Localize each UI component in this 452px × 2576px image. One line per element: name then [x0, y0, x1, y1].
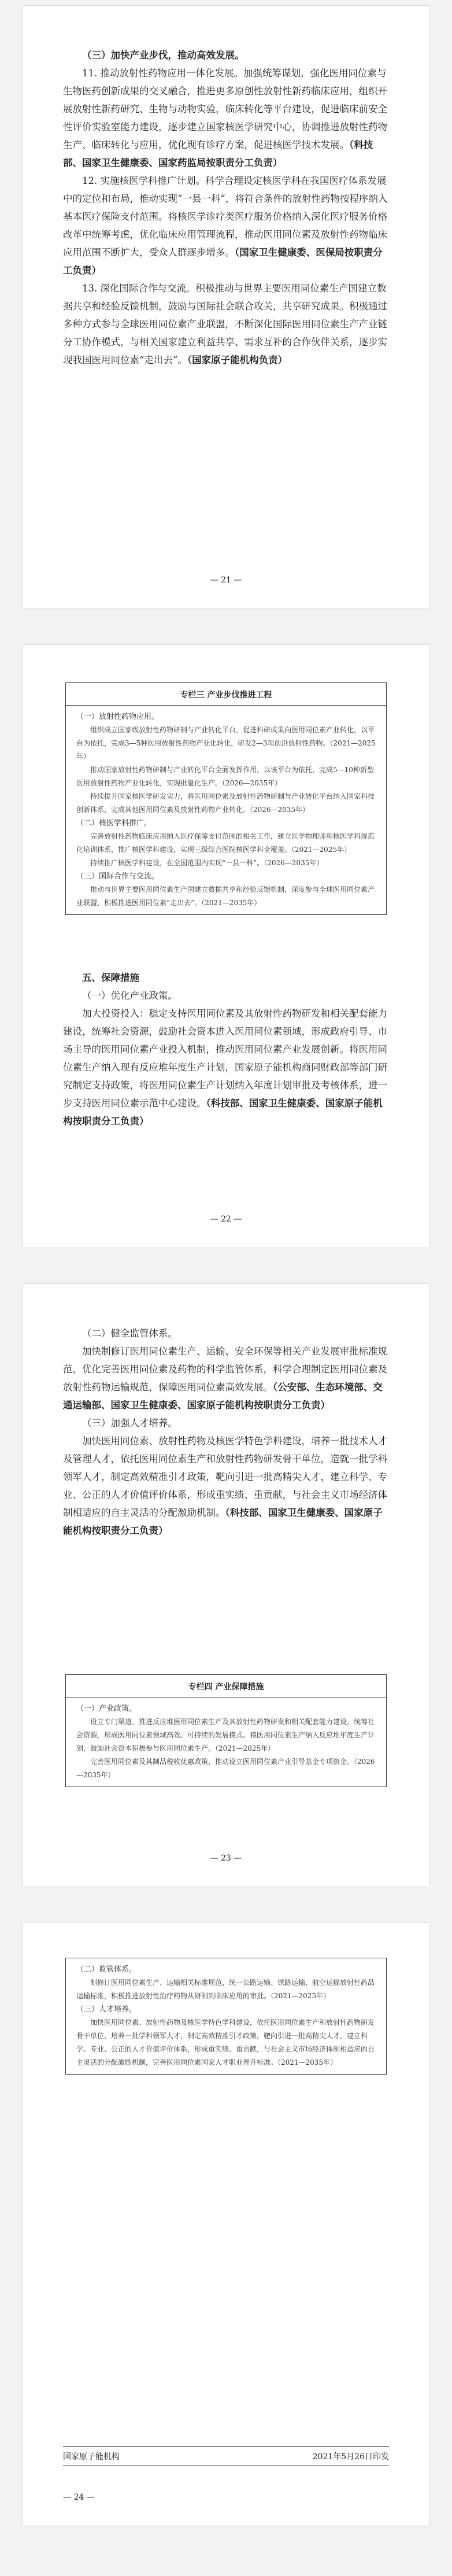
box-text: 推动国家放射性药物研制与产业转化平台全面发挥作用，以该平台为依托，完成5—10种新型医用放射性药物产业化转化，实现批量化生产。（2026—2035年） [76, 766, 374, 787]
box-text: 完善放射性药物临床应用纳入医疗保障支付范围的相关工作，建立医学物理师和核医学科规范化培训体系，推广核医学科建设，实现三级综合医院核医学科全覆盖。（2021—2025年） [76, 832, 375, 854]
box-subtitle: （三）国际合作与交流。 [76, 872, 160, 881]
page-number: — 21 — [210, 575, 242, 585]
box-title: 专栏四 产业保障措施 [188, 1682, 264, 1692]
paragraph-text: 13. 深化国际合作与交流。积极推动与世界主要医用同位素生产国建立数据共享和经验反馈机制，鼓励与国际社会联合攻关，共享研究成果。积极通过多种方式参与全球医用同位素产业联盟，不断深化国际医用同位素生产产业链分工协作模式，与相关国家建立利益共享、需求互补的合作伙伴关系，逐步实现我国医用同位素“走出去”。 [63, 283, 387, 366]
imprint [63, 2450, 389, 2462]
page-23 [23, 1284, 429, 1887]
responsible-units: （科技部、国家卫生健康委、国家原子能机构按职责分工负责） [63, 1098, 383, 1127]
box-subtitle: （二）核医学科推广。 [76, 819, 152, 828]
box-text: 制修订医用同位素生产、运输相关标准规范，统一公路运输、铁路运输、航空运输放射性药品运输标准，积极推进放射性治疗药物从研制到临床应用的审批。（2021—2025年） [76, 1979, 375, 2000]
box-subtitle: （一）放射性药物应用。 [76, 713, 160, 721]
imprint-rule-top [63, 2446, 389, 2447]
page-number: — 24 — [63, 2493, 95, 2502]
column-box-4 [65, 1674, 387, 1787]
box-subtitle: （一）产业政策。 [76, 1704, 137, 1713]
column-box-3 [65, 682, 387, 915]
page-22 [23, 645, 429, 1248]
paragraph-regulation [63, 1342, 389, 1414]
page-number: — 22 — [210, 1215, 242, 1224]
box-body [66, 1958, 386, 2074]
paragraph-13 [63, 279, 389, 369]
box-body [66, 705, 386, 914]
responsible-units: （国家原子能机构负责） [187, 355, 288, 366]
box-text: 设立专门渠道，推进反应堆医用同位素生产及其放射性药物研发和相关配套能力建设，统筹社会资源，形成医用同位素领域高效、可持续的发展模式。将医用同位素生产纳入反应堆年度生产计划，鼓励社会资本积极参与医用同位素生产。（2021—2025年） [76, 1718, 375, 1752]
section-title: 五、保障措施 [82, 972, 139, 983]
box-text: 推动与世界主要医用同位素生产国建立数据共享和经验反馈机制，深度参与全球医用同位素产业联盟，积极推进医用同位素“走出去”。（2021—2035年） [76, 885, 375, 907]
responsible-units: （科技部、国家卫生健康委、国家药监局按职责分工负责） [63, 139, 373, 168]
paragraph-text: 加快医用同位素、放射性药物及核医学特色学科建设，培养一批技术人才及管理人才，依托医用同位素生产和放射性药物研发骨干单位，造就一批学科领军人才，制定高效精准引才政策，靶向引进一批高精尖人才，建立科学、专业、公正的人才价值评价体系，形成重实绩、重贡献，与社会主义市场经济体制相适应的自主灵活的分配激励机制。 [63, 1435, 387, 1518]
subsection-title: （一）优化产业政策。 [82, 990, 177, 1001]
paragraph-11 [63, 64, 389, 172]
paragraph-talent [63, 1432, 389, 1540]
column-box-4-continued [65, 1958, 387, 2075]
page-21 [23, 6, 429, 608]
responsible-units: （科技部、国家卫生健康委、国家原子能机构按职责分工负责） [63, 1507, 383, 1536]
paragraph-invest [63, 1005, 389, 1130]
subsection-title: （二）健全监管体系。 [82, 1328, 177, 1339]
paragraph-text: 加快制修订医用同位素生产、运输、安全环保等相关产业发展审批标准规范，优化完善医用同位素及药物的科学监管体系，科学合理制定医用同位素及放射性药物运输规范，保障医用同位素高效发展。 [63, 1346, 387, 1393]
subsection-title: （三）加强人才培养。 [82, 1418, 177, 1429]
box-title: 专栏三 产业步伐推进工程 [180, 691, 272, 700]
responsible-units: （公安部、生态环境部、交通运输部、国家卫生健康委、国家原子能机构按职责分工负责） [63, 1382, 383, 1411]
paragraph-text: 11. 推动放射性药物应用一体化发展。加强统筹谋划，强化医用同位素与生物医药创新成果的交叉融合，推进更多原创性放射性新药临床应用，组织开展放射性新药研究、生物与动物实验，临床转化等平台建设，促进临床前安全性评价实验室能力建设，逐步建立国家核医学研究中心，协调推进放射性药物生产、临床转化与应用，优化现有诊疗方案，促进核医学技术发展。 [63, 68, 387, 150]
box-subtitle: （三）人才培养。 [76, 2005, 137, 2014]
imprint-issuer: 国家原子能机构 [63, 2452, 120, 2461]
box-text: 完善医用同位素及其制品税收优惠政策，推动设立医用同位素产业引导基金专项资金。（2026—2035年） [76, 1758, 375, 1779]
box-text: 组织成立国家级放射性药物研制与产业转化平台，促进科研成果向医用同位素产业转化，以平台为依托，完成3—5种医用放射性药物产业化转化，研发2—3项前沿放射性药物。（2021—2025年） [76, 726, 376, 761]
section-title: （三）加快产业步伐，推动高效发展。 [82, 50, 244, 61]
box-subtitle: （二）监管体系。 [76, 1965, 137, 1974]
paragraph-text: 12. 实施核医学科推广计划。科学合理设定核医学科在我国医疗体系发展中的定位和布局，推动实现“一县一科”，将符合条件的放射性药物按程序纳入基本医疗保险支付范围。将核医学诊疗类医疗服务价格纳入深化医疗服务价格改革中统筹考虑，优化临床应用管理流程，推动医用同位素及放射性药物临床应用范围不断扩大，受众人群逐步增多。 [63, 175, 388, 258]
page-number: — 23 — [210, 1854, 242, 1863]
responsible-units: （国家卫生健康委、医保局按职责分工负责） [63, 247, 383, 276]
box-text: 加快医用同位素、放射性药物及核医学特色学科建设，依托医用同位素生产和放射性药物研发骨干单位，培养一批学科领军人才，制定高效精准引才政策，靶向引进一批高精尖人才，建立科学、专业、公正的人才价值评价体系，形成重实绩、重贡献，与社会主义市场经济体制相适应的自主灵活的分配激励机制，完善医用同位素国家人才职业晋升标准。（2021—2035年） [76, 2018, 375, 2066]
box-text: 持续推广核医学科建设，在全国范围内实现“一县一科”。（2026—2035年） [90, 859, 324, 867]
box-body [66, 1697, 386, 1787]
paragraph-12 [63, 172, 389, 279]
page-24 [23, 1923, 429, 2526]
paragraph-text: 加大投资投入：稳定支持医用同位素及其放射性药物研发和相关配套能力建设，统筹社会资源，鼓励社会资本进入医用同位素领域，形成政府引导、市场主导的医用同位素产业投入机制，推动医用同位素产业发展创新。将医用同位素生产纳入现有反应堆年度生产计划，国家原子能机构商同财政部等部门研究制定支持政策，将医用同位素生产计划纳入年度计划审批及考核体系，进一步支持医用同位素示范中心建设。 [63, 1008, 387, 1109]
box-text: 持续提升国家核医学研发实力，将医用同位素及放射性药物研制与产业转化平台纳入国家科技创新体系，完成其他医用同位素及放射性药物产业转化。（2026—2035年） [76, 792, 375, 814]
imprint-date: 2021年5月26日印发 [312, 2452, 389, 2461]
